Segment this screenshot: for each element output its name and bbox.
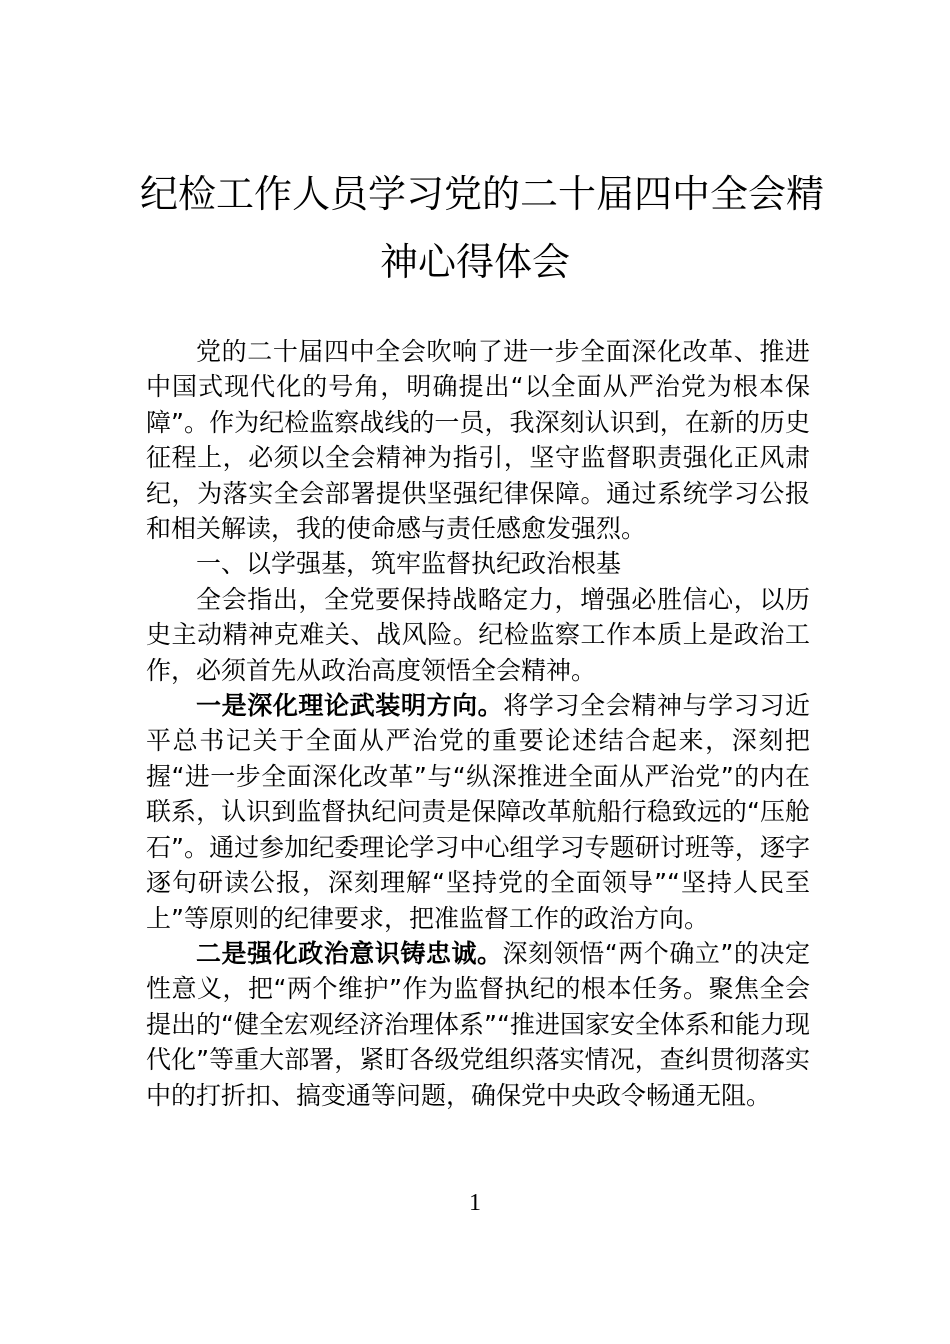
point-2-text: 深刻领悟“两个确立”的决定性意义，把“两个维护”作为监督执纪的根本任务。聚焦全会提出的“健全宏观经济治理体系”“推进国家安全体系和能力现代化”等重大部署，紧盯各级党组织落实情况，查纠贯彻落实中的打折扣、搞变通等问题，确保党中央政令畅通无阻。 — [146, 938, 810, 1110]
intro-paragraph: 党的二十届四中全会吹响了进一步全面深化改革、推进中国式现代化的号角，明确提出“以全面从严治党为根本保障”。作为纪检监察战线的一员，我深刻认识到，在新的历史征程上，必须以全会精神为指引，坚守监督职责强化正风肃纪，为落实全会部署提供坚强纪律保障。通过系统学习公报和相关解读，我的使命感与责任感愈发强烈。 — [146, 337, 810, 544]
point-1-lead: 一是深化理论武装明方向。 — [196, 691, 504, 721]
section-heading-1: 一、以学强基，筑牢监督执纪政治根基 — [196, 549, 622, 579]
point-2-paragraph — [146, 936, 810, 1113]
point-1-paragraph — [146, 688, 810, 936]
document-body — [146, 334, 810, 1113]
section-1-paragraph: 全会指出，全党要保持战略定力，增强必胜信心，以历史主动精神克难关、战风险。纪检监察工作本质上是政治工作，必须首先从政治高度领悟全会精神。 — [146, 584, 810, 685]
document-title-line-1: 纪检工作人员学习党的二十届四中全会精 — [140, 172, 825, 216]
point-1-text: 将学习全会精神与学习习近平总书记关于全面从严治党的重要论述结合起来，深刻把握“进一步全面深化改革”与“纵深推进全面从严治党”的内在联系，认识到监督执纪问责是保障改革航船行稳致远的“压舱石”。通过参加纪委理论学习中心组学习专题研讨班等，逐字逐句研读公报，深刻理解“坚持党的全面领导”“坚持人民至上”等原则的纪律要求，把准监督工作的政治方向。 — [146, 691, 810, 933]
page-number: 1 — [469, 1190, 481, 1216]
document-title-line-2: 神心得体会 — [379, 240, 570, 284]
point-2-lead: 二是强化政治意识铸忠诚。 — [196, 938, 503, 968]
